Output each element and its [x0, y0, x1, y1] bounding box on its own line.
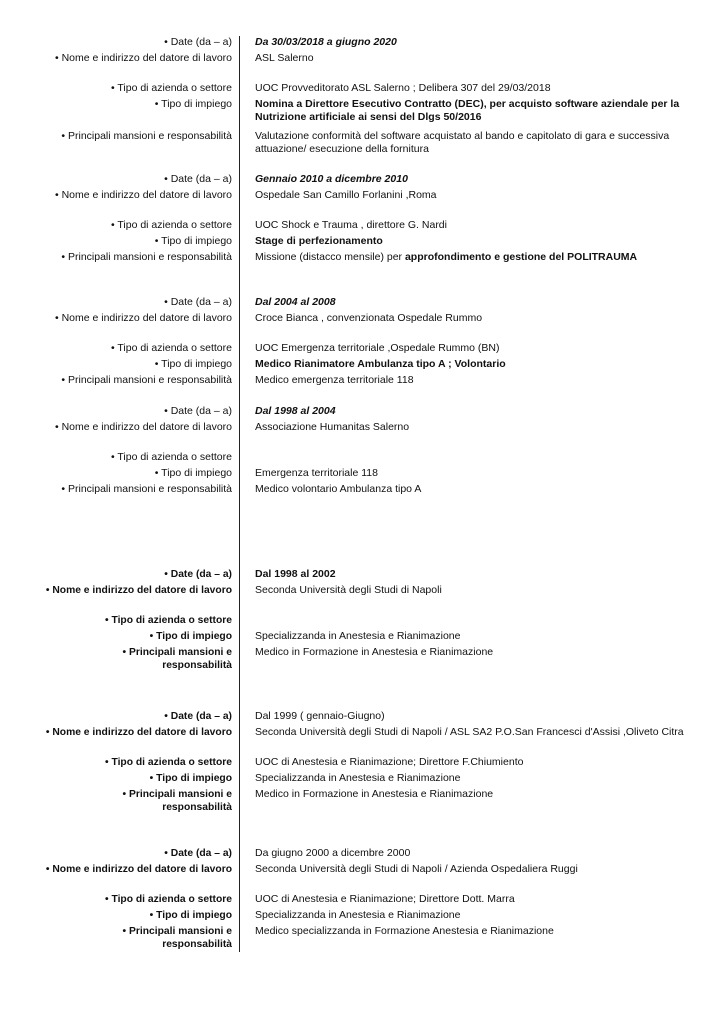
employer-label: • Nome e indirizzo del datore di lavoro [54, 421, 232, 433]
duties-value: Medico in Formazione in Anestesia e Rianimazione [255, 788, 494, 800]
experience-entry [0, 568, 724, 678]
duties-value: Medico emergenza territoriale 118 [255, 374, 414, 386]
sector-label: • Tipo di azienda o settore [105, 615, 232, 626]
experience-entry [0, 847, 724, 957]
date-value: Da giugno 2000 a dicembre 2000 [255, 847, 411, 859]
date-label: • Date (da – a) [164, 36, 232, 48]
job-label: • Tipo di impiego [154, 235, 232, 247]
duties-label: • Principali mansioni e responsabilità [61, 130, 232, 142]
employer-value: Seconda Università degli Studi di Napoli / ASL SA2 P.O.San Francesci d'Assisi ,Oliveto Citra [255, 726, 684, 738]
employer-label: • Nome e indirizzo del datore di lavoro [54, 189, 232, 201]
duties-label: • Principali mansioni e responsabilità [122, 647, 232, 671]
duties-label: • Principali mansioni e responsabilità [61, 483, 232, 495]
sector-value: UOC Emergenza territoriale ,Ospedale Rummo (BN) [255, 342, 500, 354]
employer-value: Seconda Università degli Studi di Napoli [255, 584, 442, 596]
experience-entry [0, 296, 724, 390]
duties-highlight: approfondimento e gestione del POLITRAUMA [404, 251, 638, 263]
date-value: Gennaio 2010 a dicembre 2010 [255, 173, 408, 185]
duties-label: • Principali mansioni e responsabilità [122, 926, 232, 950]
sector-label: • Tipo di azienda o settore [110, 342, 232, 354]
experience-entry [0, 710, 724, 820]
sector-label: • Tipo di azienda o settore [110, 82, 232, 94]
sector-value: UOC di Anestesia e Rianimazione; Direttore Dott. Marra [255, 893, 515, 905]
duties-label: • Principali mansioni e responsabilità [61, 374, 232, 386]
date-label: • Date (da – a) [164, 711, 232, 722]
job-label: • Tipo di impiego [149, 910, 232, 921]
duties-label: • Principali mansioni e responsabilità [61, 251, 232, 263]
job-label: • Tipo di impiego [149, 631, 232, 642]
sector-value: UOC di Anestesia e Rianimazione; Direttore F.Chiumiento [255, 756, 524, 768]
sector-value: UOC Provveditorato ASL Salerno ; Delibera 307 del 29/03/2018 [255, 82, 551, 94]
employer-label: • Nome e indirizzo del datore di lavoro [45, 585, 232, 596]
job-value: Medico Rianimatore Ambulanza tipo A ; Volontario [255, 358, 506, 370]
job-value: Emergenza territoriale 118 [255, 467, 378, 479]
date-label: • Date (da – a) [164, 296, 232, 308]
employer-label: • Nome e indirizzo del datore di lavoro [45, 727, 232, 738]
duties-value: Medico volontario Ambulanza tipo A [255, 483, 422, 495]
employer-value: Ospedale San Camillo Forlanini ,Roma [255, 189, 437, 201]
job-label: • Tipo di impiego [154, 467, 232, 479]
sector-label: • Tipo di azienda o settore [105, 894, 232, 905]
job-value: Specializzanda in Anestesia e Rianimazione [255, 772, 461, 784]
date-value: Da 30/03/2018 a giugno 2020 [255, 36, 397, 48]
date-value: Dal 1999 ( gennaio-Giugno) [255, 710, 385, 722]
sector-label: • Tipo di azienda o settore [110, 451, 232, 463]
date-value: Dal 1998 al 2004 [255, 405, 336, 417]
duties-value: Medico specializzanda in Formazione Anestesia e Rianimazione [255, 925, 554, 937]
duties-value: Valutazione conformità del software acquistato al bando e capitolato di gara e successiva attuazione/ esecuzione della fornitura [255, 130, 670, 155]
employer-value: Croce Bianca , convenzionata Ospedale Rummo [255, 312, 483, 324]
job-label: • Tipo di impiego [149, 773, 232, 784]
employer-label: • Nome e indirizzo del datore di lavoro [54, 312, 232, 324]
employer-label: • Nome e indirizzo del datore di lavoro [45, 864, 232, 875]
date-value: Dal 1998 al 2002 [255, 568, 336, 580]
date-label: • Date (da – a) [164, 848, 232, 859]
experience-entry [0, 405, 724, 499]
experience-entry [0, 173, 724, 267]
job-value: Specializzanda in Anestesia e Rianimazione [255, 909, 461, 921]
sector-value: UOC Shock e Trauma , direttore G. Nardi [255, 219, 447, 231]
employer-value: Associazione Humanitas Salerno [255, 421, 410, 433]
job-value: Specializzanda in Anestesia e Rianimazione [255, 630, 461, 642]
employer-value: ASL Salerno [255, 52, 314, 64]
job-value: Stage di perfezionamento [255, 235, 383, 247]
duties-label: • Principali mansioni e responsabilità [122, 789, 232, 813]
date-label: • Date (da – a) [164, 173, 232, 185]
job-label: • Tipo di impiego [154, 358, 232, 370]
duties-value: Medico in Formazione in Anestesia e Rianimazione [255, 646, 494, 658]
experience-entry [0, 36, 724, 162]
sector-label: • Tipo di azienda o settore [110, 219, 232, 231]
sector-label: • Tipo di azienda o settore [105, 757, 232, 768]
date-label: • Date (da – a) [164, 569, 232, 580]
job-value: Nomina a Direttore Esecutivo Contratto (DEC), per acquisto software aziendale per la Nutrizione artificiale ai sensi del Dlgs 50/2016 [255, 98, 680, 123]
employer-label: • Nome e indirizzo del datore di lavoro [54, 52, 232, 64]
duties-text: Missione (distacco mensile) per [255, 251, 405, 263]
job-label: • Tipo di impiego [154, 98, 232, 110]
employer-value: Seconda Università degli Studi di Napoli / Azienda Ospedaliera Ruggi [255, 863, 578, 875]
date-value: Dal 2004 al 2008 [255, 296, 336, 308]
date-label: • Date (da – a) [164, 405, 232, 417]
duties-value [255, 251, 715, 264]
